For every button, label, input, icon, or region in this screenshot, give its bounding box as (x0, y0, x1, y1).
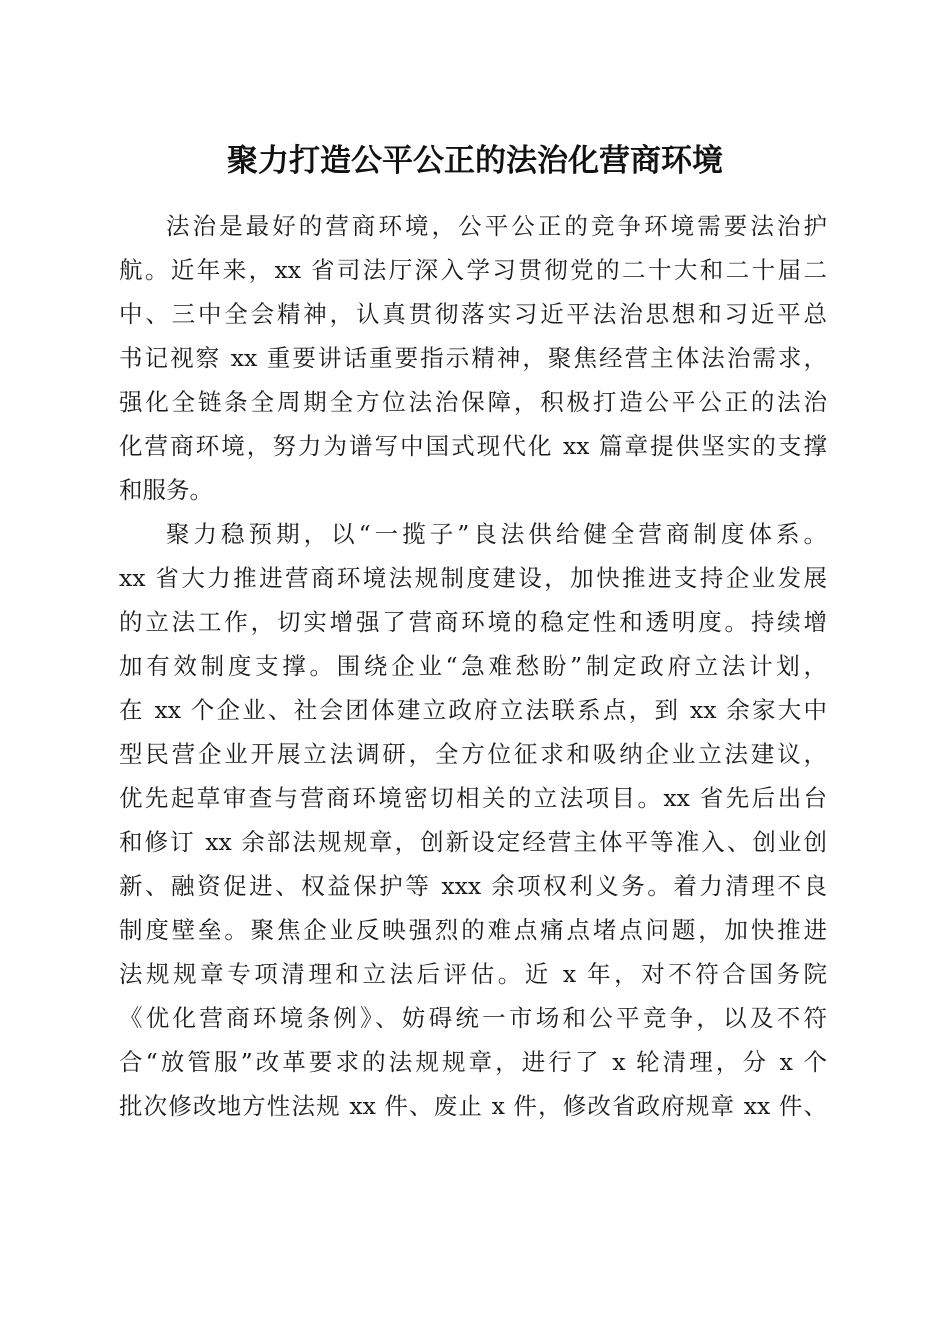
paragraph-line: 《优化营商环境条例》、妨碍统一市场和公平竞争，以及不符 (119, 1004, 827, 1032)
paragraph-line: 合“放管服”改革要求的法规规章，进行了 x 轮清理，分 x 个 (119, 1048, 827, 1076)
document-title: 聚力打造公平公正的法治化营商环境 (227, 143, 723, 179)
paragraph-line: 法规规章专项清理和立法后评估。近 x 年，对不符合国务院 (119, 960, 827, 988)
paragraph-line: 书记视察 xx 重要讲话重要指示精神，聚焦经营主体法治需求， (119, 344, 827, 372)
paragraph-line: 强化全链条全周期全方位法治保障，积极打造公平公正的法治 (119, 388, 827, 416)
paragraph-line: 在 xx 个企业、社会团体建立政府立法联系点，到 xx 余家大中 (119, 696, 827, 724)
paragraph-line: 新、融资促进、权益保护等 xxx 余项权利义务。着力清理不良 (119, 872, 827, 900)
paragraph-line: 和服务。 (119, 476, 213, 504)
paragraph-line: 的立法工作，切实增强了营商环境的稳定性和透明度。持续增 (119, 608, 827, 636)
paragraph-line: 法治是最好的营商环境，公平公正的竞争环境需要法治护 (166, 212, 827, 240)
paragraph-line: 航。近年来，xx 省司法厅深入学习贯彻党的二十大和二十届二 (119, 256, 827, 284)
paragraph-line: 批次修改地方性法规 xx 件、废止 x 件，修改省政府规章 xx 件、 (119, 1092, 827, 1120)
paragraph-line: 优先起草审查与营商环境密切相关的立法项目。xx 省先后出台 (119, 784, 827, 812)
paragraph-line: 聚力稳预期，以“一揽子”良法供给健全营商制度体系。 (166, 520, 827, 548)
paragraph-line: 加有效制度支撑。围绕企业“急难愁盼”制定政府立法计划， (119, 652, 827, 680)
paragraph-line: 制度壁垒。聚焦企业反映强烈的难点痛点堵点问题，加快推进 (119, 916, 827, 944)
paragraph-line: xx 省大力推进营商环境法规制度建设，加快推进支持企业发展 (119, 564, 827, 592)
paragraph-line: 化营商环境，努力为谱写中国式现代化 xx 篇章提供坚实的支撑 (119, 432, 827, 460)
paragraph-line: 中、三中全会精神，认真贯彻落实习近平法治思想和习近平总 (119, 300, 827, 328)
paragraph-line: 和修订 xx 余部法规规章，创新设定经营主体平等准入、创业创 (119, 828, 827, 856)
paragraph-line: 型民营企业开展立法调研，全方位征求和吸纳企业立法建议， (119, 740, 827, 768)
